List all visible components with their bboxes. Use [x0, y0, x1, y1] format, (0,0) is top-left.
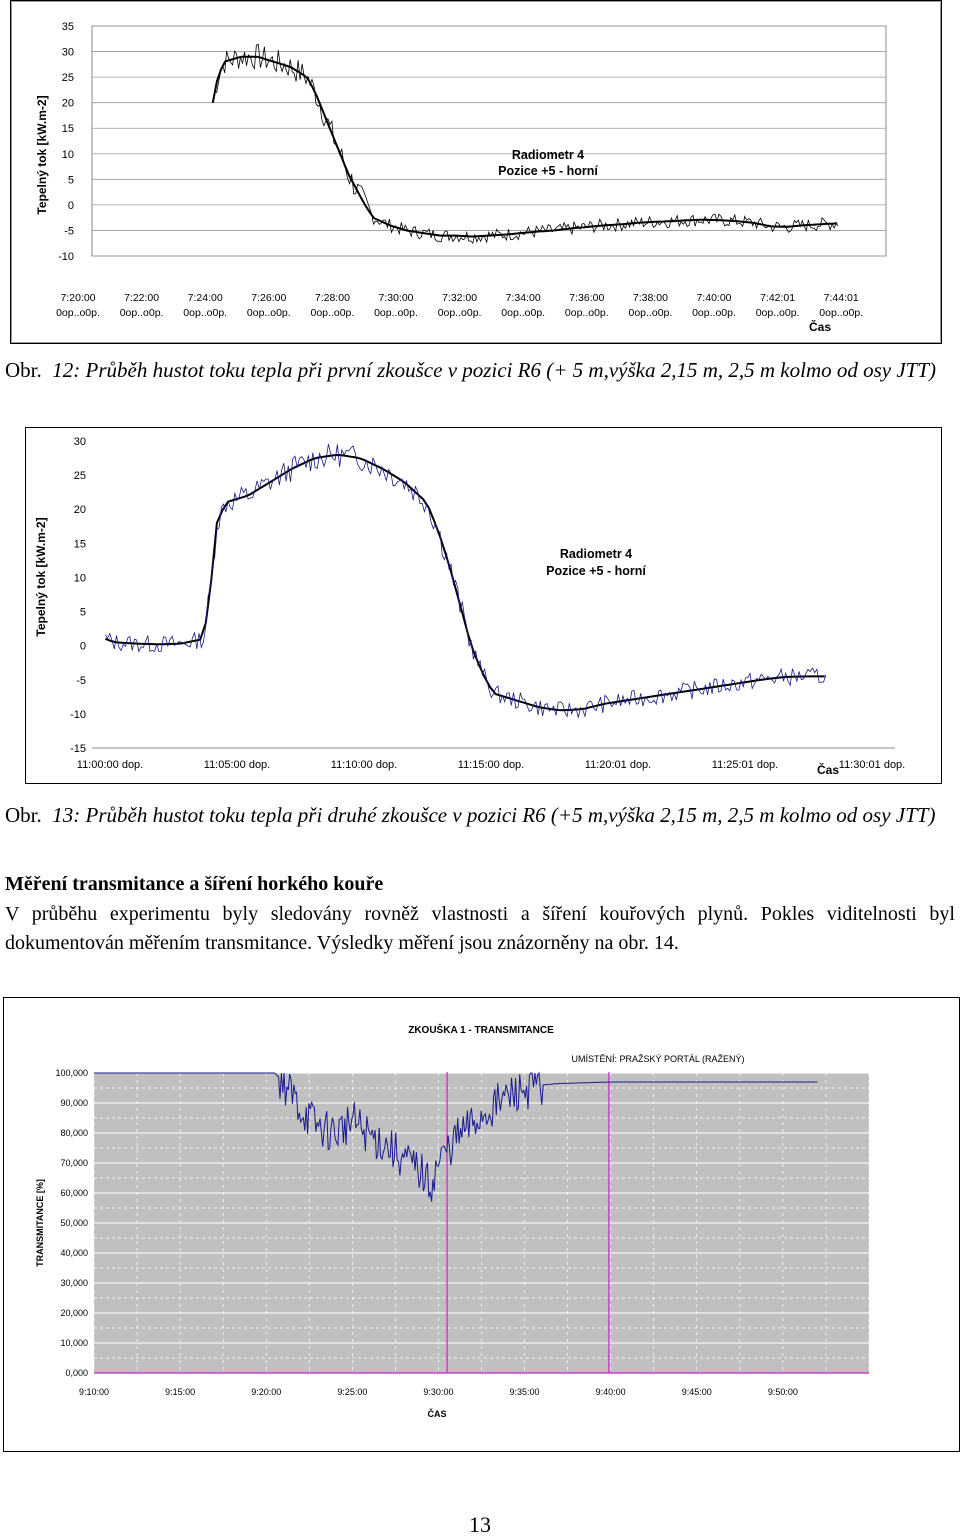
x-tick-label: 11:05:00 dop. [203, 759, 271, 771]
y-tick-label: 90,000 [60, 1098, 88, 1108]
legend-label-2: Pozice +5 - horní [498, 164, 598, 178]
x-tick-label: 11:10:00 dop. [330, 759, 398, 771]
y-axis-label: Tepelný tok [kW.m-2] [34, 517, 48, 637]
y-tick-label: 25 [61, 72, 74, 85]
figure-1-caption-text: 12: Průběh hustot toku tepla při první zkoušce v pozici R6 (+ 5 m,výška 2,15 m, 2,5 m kolmo od osy JTT) [52, 358, 937, 382]
figure-2-caption-text: 13: Průběh hustot toku tepla při druhé zkoušce v pozici R6 (+5 m,výška 2,15 m, 2,5 m kolmo od osy JTT) [52, 803, 936, 827]
x-tick-label: 9:45:00 [681, 1387, 712, 1397]
series-line-smoothed [105, 455, 824, 710]
x-tick-label: 11:25:01 dop. [711, 759, 779, 771]
section-paragraph: V průběhu experimentu byly sledovány rovněž vlastnosti a šíření kouřových plynů. Pokles viditelnosti byl dokumentován měřením transmitance. Výsledky měření jsou znázorněny na obr. 14. [5, 903, 955, 954]
y-tick-label: 10 [73, 572, 86, 585]
y-tick-label: 0 [67, 199, 74, 212]
y-tick-label: 15 [61, 123, 74, 136]
legend-label-2: Pozice +5 - horní [546, 564, 646, 578]
x-tick-label: 11:00:00 dop. [76, 759, 144, 771]
x-tick-suffix: 0op..o0p. [56, 307, 100, 319]
x-tick-label: 9:30:00 [423, 1387, 454, 1397]
y-tick-label: 10,000 [60, 1338, 88, 1348]
y-tick-label: 15 [73, 538, 86, 551]
figure-1-chart [10, 0, 942, 344]
legend-label-1: Radiometr 4 [559, 547, 633, 561]
y-tick-label: 30,000 [60, 1278, 88, 1288]
x-tick-time: 7:20:00 [60, 292, 96, 304]
x-tick-label: 9:35:00 [509, 1387, 540, 1397]
x-tick-suffix: 0op..o0p. [819, 307, 864, 319]
section-heading: Měření transmitance a šíření horkého kouře [5, 873, 384, 895]
x-tick-label: 11:20:01 dop. [584, 759, 652, 771]
y-tick-label: 30 [61, 46, 74, 59]
x-tick-time: 7:22:00 [124, 292, 160, 304]
y-tick-label: -5 [64, 225, 74, 238]
y-tick-label: 0,000 [65, 1368, 88, 1378]
x-tick-suffix: 0op..o0p. [183, 307, 228, 319]
x-tick-label: 11:15:00 dop. [457, 759, 525, 771]
x-axis-label: Čas [816, 763, 840, 777]
x-tick-label: 9:25:00 [337, 1387, 368, 1397]
x-tick-suffix: 0op..o0p. [692, 307, 736, 319]
figure-2-chart [25, 427, 942, 784]
x-tick-suffix: 0op..o0p. [501, 307, 546, 319]
y-tick-label: 20 [61, 97, 74, 110]
y-tick-label: 70,000 [60, 1158, 88, 1168]
x-tick-time: 7:44:01 [823, 292, 859, 304]
x-tick-suffix: 0op..o0p. [374, 307, 418, 319]
x-tick-time: 7:24:00 [187, 292, 223, 304]
y-tick-label: -15 [70, 743, 86, 755]
page-number: 13 [469, 1512, 491, 1537]
y-tick-label: 40,000 [60, 1248, 88, 1258]
x-axis-label: ČAS [427, 1409, 447, 1419]
y-tick-label: -10 [70, 708, 86, 721]
figure-1-caption-lead: Obr. [5, 358, 42, 382]
y-tick-label: 10 [61, 148, 74, 161]
x-tick-time: 7:38:00 [632, 292, 668, 304]
y-axis-label: TRANSMITANCE [%] [35, 1179, 45, 1267]
legend-label-1: Radiometr 4 [511, 148, 585, 162]
y-tick-label: 50,000 [60, 1218, 88, 1228]
y-tick-label: -10 [58, 251, 74, 263]
y-tick-label: 20 [73, 504, 86, 517]
x-tick-time: 7:26:00 [251, 292, 287, 304]
x-tick-time: 7:36:00 [569, 292, 605, 304]
x-tick-suffix: 0op..o0p. [628, 307, 673, 319]
figure-2-caption-lead: Obr. [5, 803, 42, 827]
x-tick-label: 9:40:00 [595, 1387, 626, 1397]
y-tick-label: 80,000 [60, 1128, 88, 1138]
x-tick-suffix: 0op..o0p. [437, 307, 482, 319]
x-tick-time: 7:28:00 [314, 292, 350, 304]
y-tick-label: -5 [76, 674, 86, 687]
x-tick-time: 7:34:00 [505, 292, 541, 304]
chart-subtitle: UMÍSTĚNÍ: PRAŽSKÝ PORTÁL (RAŽENÝ) [571, 1054, 745, 1064]
y-tick-label: 25 [73, 470, 86, 483]
x-tick-time: 7:30:00 [378, 292, 414, 304]
y-tick-label: 0 [79, 640, 86, 653]
x-tick-time: 7:32:00 [442, 292, 478, 304]
x-tick-label: 9:20:00 [251, 1387, 282, 1397]
y-tick-label: 60,000 [60, 1188, 88, 1198]
figure-1-caption [5, 356, 955, 384]
x-tick-suffix: 0op..o0p. [310, 307, 355, 319]
y-axis-label: Tepelný tok [kW.m-2] [35, 95, 49, 215]
x-tick-suffix: 0op..o0p. [755, 307, 800, 319]
series-line-raw [105, 444, 826, 718]
x-tick-suffix: 0op..o0p. [119, 307, 164, 319]
y-tick-label: 30 [73, 436, 86, 448]
chart-title: ZKOUŠKA 1 - TRANSMITANCE [408, 1025, 554, 1036]
y-tick-label: 20,000 [60, 1308, 88, 1318]
y-tick-label: 5 [79, 606, 86, 619]
figure-2-caption [5, 801, 955, 829]
x-tick-label: 9:10:00 [78, 1387, 110, 1397]
x-tick-suffix: 0op..o0p. [564, 307, 609, 319]
x-axis-label: Čas [808, 320, 832, 334]
y-tick-label: 5 [67, 174, 74, 187]
y-tick-label: 35 [61, 21, 74, 33]
x-tick-label: 9:50:00 [767, 1387, 798, 1397]
y-tick-label: 100,000 [55, 1068, 88, 1078]
x-tick-suffix: 0op..o0p. [246, 307, 291, 319]
x-tick-time: 7:42:01 [760, 292, 796, 304]
plot-box [92, 26, 886, 256]
x-tick-label: 9:15:00 [165, 1387, 196, 1397]
figure-3-chart [3, 997, 958, 1452]
x-tick-time: 7:40:00 [696, 292, 732, 304]
x-tick-label: 11:30:01 dop. [838, 759, 906, 771]
